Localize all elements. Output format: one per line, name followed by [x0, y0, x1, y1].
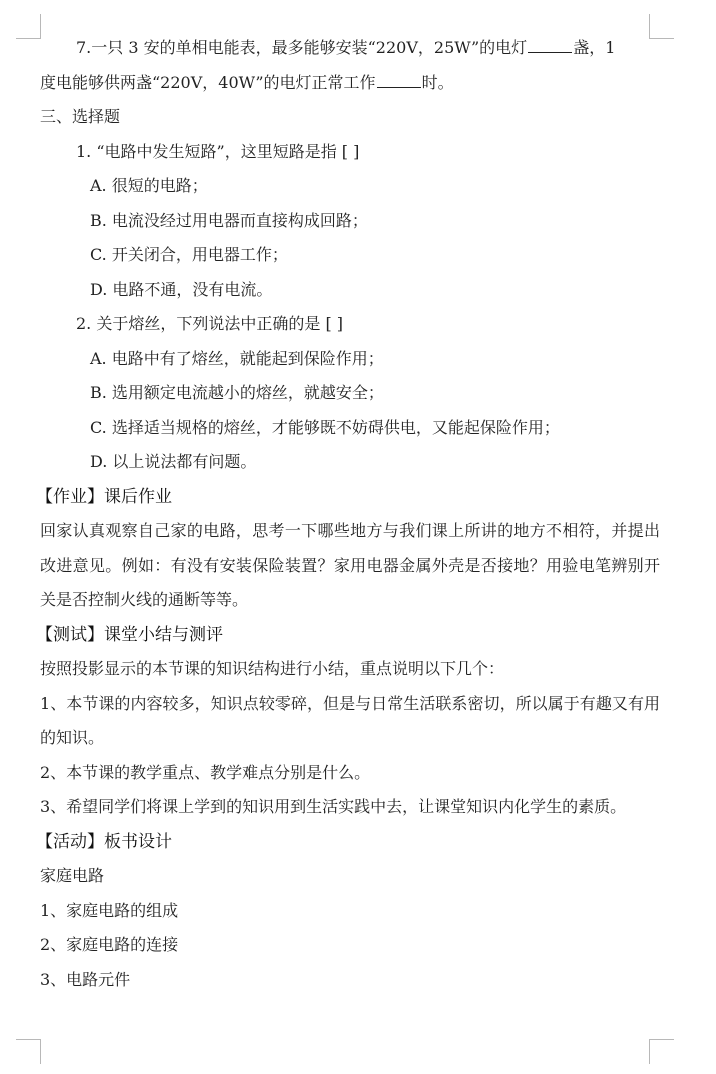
board-item-1: 1、家庭电路的组成 [40, 900, 179, 920]
test-intro: 按照投影显示的本节课的知识结构进行小结，重点说明以下几个： [40, 659, 505, 678]
choice-2-option-b: B. 选用额定电流越小的熔丝，就越安全； [90, 383, 384, 402]
test-item-1: 1、本节课的内容较多，知识点较零碎，但是与日常生活联系密切，所以属于有趣又有用的知识。 [40, 693, 660, 747]
choice-1-option-a: A. 很短的电路； [90, 176, 208, 195]
answer-blank-1 [528, 38, 572, 53]
activity-heading: 【活动】板书设计 [36, 831, 172, 852]
section-3-title: 三、选择题 [40, 107, 121, 126]
question-7-text-d: 时。 [421, 72, 454, 92]
homework-text: 回家认真观察自己家的电路，思考一下哪些地方与我们课上所讲的地方不相符，并提出改进意见。例如：有没有安装保险装置？家用电器金属外壳是否接地？用验电笔辨别开关是否控制火线的通断等等。 [40, 521, 660, 609]
crop-mark-bottom-left [16, 1039, 41, 1064]
choice-2-option-c: C. 选择适当规格的熔丝，才能够既不妨碍供电，又能起保险作用； [90, 417, 560, 437]
choice-question-2: 2. 关于熔丝，下列说法中正确的是 [ ] [76, 314, 344, 333]
document-page [36, 31, 660, 997]
choice-question-1: 1. “电路中发生短路”，这里短路是指 [ ] [76, 141, 360, 161]
crop-mark-bottom-right [649, 1039, 674, 1064]
answer-blank-2 [377, 73, 421, 88]
question-7-text-a: 7.一只 3 安的单相电能表，最多能够安装“220V，25W”的电灯 [76, 38, 528, 57]
board-item-3: 3、电路元件 [40, 969, 131, 989]
test-heading: 【测试】课堂小结与测评 [36, 624, 223, 645]
test-item-3: 3、希望同学们将课上学到的知识用到生活实践中去，让课堂知识内化学生的素质。 [40, 797, 627, 816]
choice-1-option-b: B. 电流没经过用电器而直接构成回路； [90, 210, 368, 230]
test-item-2: 2、本节课的教学重点、教学难点分别是什么。 [40, 762, 371, 782]
question-7-text-b: 盏，1 [573, 38, 616, 57]
crop-mark-top-left [16, 14, 41, 39]
choice-1-option-c: C. 开关闭合，用电器工作； [90, 245, 288, 264]
board-title: 家庭电路 [40, 866, 105, 885]
choice-2-option-a: A. 电路中有了熔丝，就能起到保险作用； [90, 348, 384, 368]
question-7 [40, 31, 660, 100]
choice-1-option-d: D. 电路不通，没有电流。 [90, 279, 273, 299]
board-item-2: 2、家庭电路的连接 [40, 935, 179, 954]
homework-heading: 【作业】课后作业 [36, 486, 172, 507]
choice-2-option-d: D. 以上说法都有问题。 [90, 452, 257, 471]
question-7-text-c: 度电能够供两盏“220V，40W”的电灯正常工作 [40, 72, 376, 92]
